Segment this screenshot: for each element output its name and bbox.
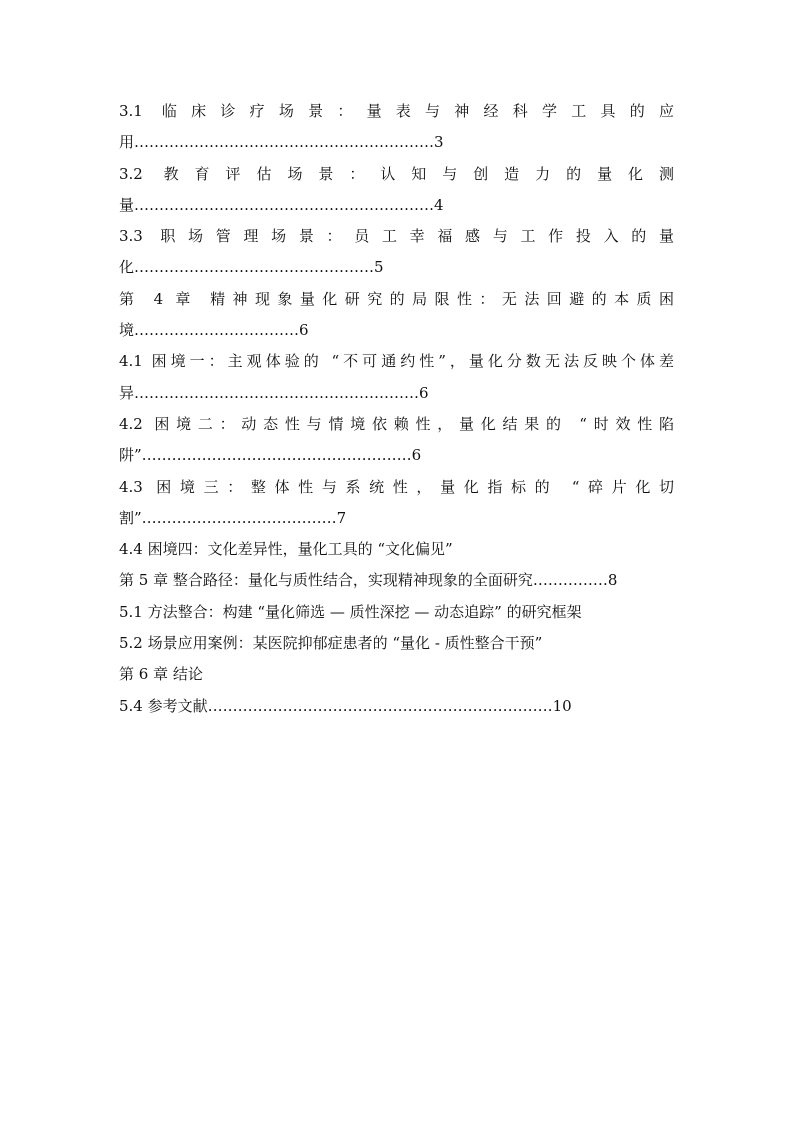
toc-line-4-2-title: 4.2 困境二：动态性与情境依赖性，量化结果的 “时效性陷 (119, 414, 674, 433)
toc-line-3-1-page: 用……………………………………………………3 (119, 133, 444, 152)
table-of-contents (119, 96, 674, 722)
toc-line-3-2-page: 量……………………………………………………4 (119, 195, 444, 214)
toc-line-4-2-page: 阱”………………………………………………6 (119, 446, 422, 465)
toc-line-chapter-5: 第 5 章 整合路径：量化与质性结合，实现精神现象的全面研究……………8 (119, 571, 618, 590)
toc-line-5-4-references: 5.4 参考文献……………………………………………………………10 (119, 696, 572, 715)
toc-line-4-3-title: 4.3 困境三：整体性与系统性，量化指标的 “碎片化切 (119, 477, 674, 496)
toc-line-4-4: 4.4 困境四：文化差异性，量化工具的 “文化偏见” (119, 540, 453, 559)
toc-line-chapter-4-title: 第 4 章 精神现象量化研究的局限性：无法回避的本质困 (119, 289, 674, 308)
toc-line-4-3-page: 割”…………………………………7 (119, 508, 347, 527)
toc-line-4-1-page: 异…………………………………………………6 (119, 383, 429, 402)
toc-line-3-3-page: 化…………………………………………5 (119, 258, 384, 277)
toc-line-chapter-6: 第 6 章 结论 (119, 665, 203, 684)
toc-line-3-3-title: 3.3 职场管理场景：员工幸福感与工作投入的量 (119, 227, 674, 246)
toc-line-4-1-title: 4.1 困境一：主观体验的 “不可通约性”，量化分数无法反映个体差 (119, 352, 674, 371)
toc-line-5-2: 5.2 场景应用案例：某医院抑郁症患者的 “量化 - 质性整合干预” (119, 634, 543, 653)
toc-line-3-2-title: 3.2 教育评估场景：认知与创造力的量化测 (119, 164, 674, 183)
toc-line-3-1-title: 3.1 临床诊疗场景：量表与神经科学工具的应 (119, 102, 674, 120)
toc-line-5-1: 5.1 方法整合：构建 “量化筛选 — 质性深挖 — 动态追踪” 的研究框架 (119, 602, 582, 621)
toc-line-chapter-4-page: 境……………………………6 (119, 321, 309, 340)
